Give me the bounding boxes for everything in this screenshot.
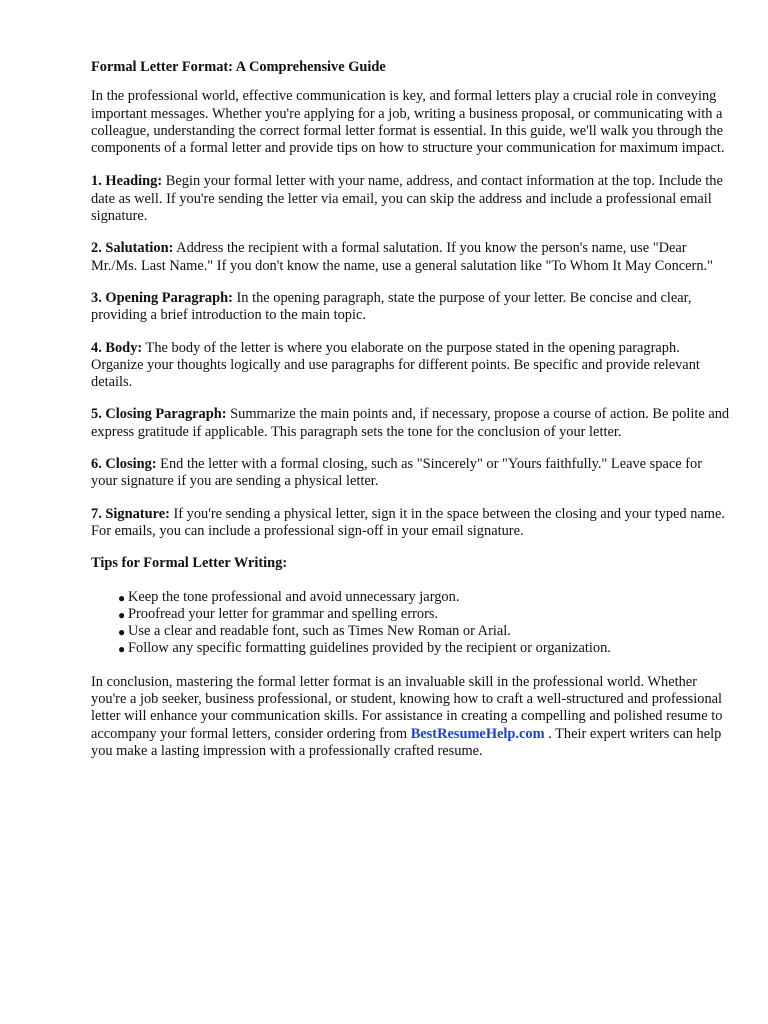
section-opening-paragraph	[91, 290, 731, 325]
page-title: Formal Letter Format: A Comprehensive Guide	[91, 59, 386, 75]
tip-text: Keep the tone professional and avoid unnecessary jargon.	[128, 588, 460, 605]
list-item	[118, 640, 731, 657]
section-body	[91, 340, 731, 392]
section-label: 7. Signature:	[91, 505, 170, 522]
tip-text: Proofread your letter for grammar and spelling errors.	[128, 605, 439, 622]
bullet-dot-icon: ●	[118, 607, 126, 622]
conclusion-text-start: In conclusion, mastering the formal letter format is an invaluable skill in the professional world. Whether you're a job seeker, business professional, or student, knowing how to craft a well-structured and professional letter will enhance your communication skills. For assistance in creating a compelling and polished resume to accompany your formal letters, consider ordering from	[91, 673, 723, 742]
section-text: If you're sending a physical letter, sign it in the space between the closing and your typed name. For emails, you can include a professional sign-off in your email signature.	[91, 505, 725, 539]
section-text: The body of the letter is where you elaborate on the purpose stated in the opening paragraph. Organize your thoughts logically and use paragraphs for different points. Be specific and provide relevant details.	[91, 339, 700, 391]
section-text: End the letter with a formal closing, such as "Sincerely" or "Yours faithfully." Leave space for your signature if you are sending a physical letter.	[91, 456, 702, 490]
section-text: Summarize the main points and, if necessary, propose a course of action. Be polite and express gratitude if applicable. This paragraph sets the tone for the conclusion of your letter.	[91, 406, 730, 440]
list-item	[118, 623, 731, 640]
section-text: In the opening paragraph, state the purpose of your letter. Be concise and clear, providing a brief introduction to the main topic.	[91, 289, 692, 324]
section-label: 5. Closing Paragraph:	[91, 406, 227, 423]
bullet-dot-icon: ●	[118, 625, 126, 640]
conclusion-paragraph	[91, 674, 731, 760]
bestresumehelp-link[interactable]: BestResumeHelp.com	[410, 725, 545, 742]
section-label: 4. Body:	[91, 339, 143, 356]
section-heading	[91, 173, 731, 225]
section-closing	[91, 456, 731, 491]
section-label: 3. Opening Paragraph:	[91, 289, 233, 306]
section-signature	[91, 506, 731, 541]
section-label: 6. Closing:	[91, 456, 157, 473]
tips-heading: Tips for Formal Letter Writing:	[91, 555, 288, 572]
tip-text: Follow any specific formatting guidelines provided by the recipient or organization.	[128, 640, 611, 657]
section-text: Address the recipient with a formal salutation. If you know the person's name, use "Dear Mr./Ms. Last Name." If you don't know the name, use a general salutation like "To Whom It May Concern."	[91, 240, 714, 274]
section-salutation	[91, 240, 731, 275]
list-item	[118, 606, 731, 623]
tips-list	[91, 589, 731, 658]
bullet-dot-icon: ●	[118, 590, 126, 605]
section-label: 1. Heading:	[91, 173, 163, 190]
bullet-dot-icon: ●	[118, 642, 126, 657]
conclusion-text-end: . Their expert writers can help you make a lasting impression with a professionally crafted resume.	[91, 725, 722, 759]
intro-paragraph: In the professional world, effective communication is key, and formal letters play a crucial role in conveying important messages. Whether you're applying for a job, writing a business proposal, or communicating with a colleague, understanding the correct formal letter format is essential. In this guide, we'll walk you through the components of a formal letter and provide tips on how to structure your communication for maximum impact.	[91, 88, 725, 157]
list-item	[118, 589, 731, 606]
section-label: 2. Salutation:	[91, 240, 174, 257]
section-closing-paragraph	[91, 406, 731, 441]
tip-text: Use a clear and readable font, such as Times New Roman or Arial.	[128, 623, 511, 640]
document-page	[91, 59, 731, 775]
section-text: Begin your formal letter with your name, address, and contact information at the top. Include the date as well. If you're sending the letter via email, you can skip the address and include a professional email signature.	[91, 173, 723, 225]
